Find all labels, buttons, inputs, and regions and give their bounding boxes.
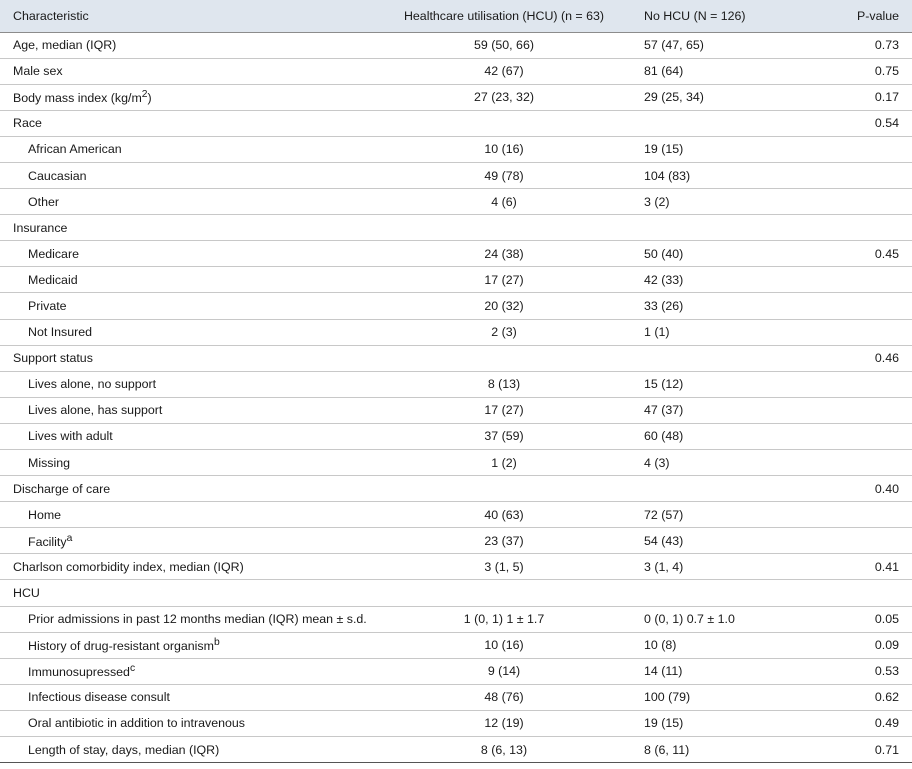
no-hcu-value: 57 (47, 65) [608, 32, 814, 58]
row-label: Lives alone, no support [0, 371, 400, 397]
p-value [814, 423, 912, 449]
table-row [0, 606, 912, 632]
p-value: 0.09 [814, 632, 912, 658]
hcu-value: 12 (19) [400, 710, 608, 736]
no-hcu-value [608, 345, 814, 371]
no-hcu-value: 29 (25, 34) [608, 84, 814, 110]
no-hcu-value: 14 (11) [608, 658, 814, 684]
row-label: HCU [0, 580, 400, 606]
hcu-value: 9 (14) [400, 658, 608, 684]
row-label: Home [0, 502, 400, 528]
table-row [0, 554, 912, 580]
table-row [0, 84, 912, 110]
p-value [814, 580, 912, 606]
table-row [0, 450, 912, 476]
hcu-value: 59 (50, 66) [400, 32, 608, 58]
table-row [0, 737, 912, 763]
p-value [814, 450, 912, 476]
hcu-value [400, 345, 608, 371]
p-value [814, 502, 912, 528]
hcu-value: 24 (38) [400, 241, 608, 267]
row-label: Oral antibiotic in addition to intravenous [0, 710, 400, 736]
no-hcu-value [608, 580, 814, 606]
table-row [0, 58, 912, 84]
row-label: Missing [0, 450, 400, 476]
hcu-value: 1 (2) [400, 450, 608, 476]
no-hcu-value: 60 (48) [608, 423, 814, 449]
hcu-value: 10 (16) [400, 136, 608, 162]
p-value: 0.05 [814, 606, 912, 632]
row-label: Medicaid [0, 267, 400, 293]
no-hcu-value: 47 (37) [608, 397, 814, 423]
p-value: 0.46 [814, 345, 912, 371]
hcu-value: 2 (3) [400, 319, 608, 345]
no-hcu-value: 42 (33) [608, 267, 814, 293]
hcu-value: 40 (63) [400, 502, 608, 528]
row-label: Infectious disease consult [0, 684, 400, 710]
table-row [0, 215, 912, 241]
table-row [0, 32, 912, 58]
row-label: Insurance [0, 215, 400, 241]
hcu-value [400, 215, 608, 241]
p-value: 0.75 [814, 58, 912, 84]
hcu-value: 8 (13) [400, 371, 608, 397]
p-value [814, 528, 912, 554]
row-label: Other [0, 189, 400, 215]
header-characteristic: Characteristic [0, 0, 400, 32]
row-label: Caucasian [0, 162, 400, 188]
p-value: 0.41 [814, 554, 912, 580]
table-row [0, 658, 912, 684]
no-hcu-value: 1 (1) [608, 319, 814, 345]
p-value: 0.71 [814, 737, 912, 763]
table-row [0, 580, 912, 606]
row-label: Immunosupressed$^c$ [0, 658, 400, 684]
row-label: African American [0, 136, 400, 162]
no-hcu-value: 4 (3) [608, 450, 814, 476]
hcu-value: 48 (76) [400, 684, 608, 710]
table-row [0, 632, 912, 658]
row-label: Facility$^a$ [0, 528, 400, 554]
table-row [0, 162, 912, 188]
hcu-value: 10 (16) [400, 632, 608, 658]
hcu-value [400, 580, 608, 606]
p-value: 0.49 [814, 710, 912, 736]
hcu-value [400, 476, 608, 502]
no-hcu-value: 10 (8) [608, 632, 814, 658]
table-row [0, 423, 912, 449]
no-hcu-value: 104 (83) [608, 162, 814, 188]
p-value [814, 293, 912, 319]
row-label: Body mass index $(kg/m^2)$ [0, 84, 400, 110]
row-label: Age, median (IQR) [0, 32, 400, 58]
row-label: Race [0, 110, 400, 136]
no-hcu-value: 3 (1, 4) [608, 554, 814, 580]
row-label: Prior admissions in past 12 months median (IQR) mean ± s.d. [0, 606, 400, 632]
no-hcu-value: 15 (12) [608, 371, 814, 397]
hcu-value: 1 (0, 1) 1 ± 1.7 [400, 606, 608, 632]
p-value [814, 371, 912, 397]
p-value: 0.45 [814, 241, 912, 267]
no-hcu-value: 3 (2) [608, 189, 814, 215]
table-row [0, 293, 912, 319]
no-hcu-value [608, 215, 814, 241]
p-value [814, 136, 912, 162]
hcu-value: 42 (67) [400, 58, 608, 84]
hcu-value: 17 (27) [400, 267, 608, 293]
hcu-value: 49 (78) [400, 162, 608, 188]
p-value: 0.17 [814, 84, 912, 110]
hcu-value: 17 (27) [400, 397, 608, 423]
header-p-value: P-value [814, 0, 912, 32]
p-value: 0.54 [814, 110, 912, 136]
p-value: 0.62 [814, 684, 912, 710]
no-hcu-value [608, 110, 814, 136]
row-label: Lives alone, has support [0, 397, 400, 423]
hcu-value: 37 (59) [400, 423, 608, 449]
no-hcu-value: 81 (64) [608, 58, 814, 84]
no-hcu-value: 33 (26) [608, 293, 814, 319]
p-value: 0.73 [814, 32, 912, 58]
hcu-value: 8 (6, 13) [400, 737, 608, 763]
row-label: Male sex [0, 58, 400, 84]
p-value [814, 397, 912, 423]
row-label: Medicare [0, 241, 400, 267]
hcu-value: 23 (37) [400, 528, 608, 554]
table-row [0, 397, 912, 423]
hcu-value: 3 (1, 5) [400, 554, 608, 580]
table-row [0, 241, 912, 267]
header-no-hcu: No HCU (N = 126) [608, 0, 814, 32]
table-row [0, 189, 912, 215]
no-hcu-value: 0 (0, 1) 0.7 ± 1.0 [608, 606, 814, 632]
row-label: Private [0, 293, 400, 319]
no-hcu-value: 54 (43) [608, 528, 814, 554]
table-row [0, 371, 912, 397]
hcu-value: 27 (23, 32) [400, 84, 608, 110]
row-label: Length of stay, days, median (IQR) [0, 737, 400, 763]
no-hcu-value [608, 476, 814, 502]
p-value [814, 215, 912, 241]
row-label: Lives with adult [0, 423, 400, 449]
header-hcu: Healthcare utilisation (HCU) (n = 63) [400, 0, 608, 32]
table-row [0, 684, 912, 710]
table-row [0, 110, 912, 136]
no-hcu-value: 72 (57) [608, 502, 814, 528]
hcu-value: 4 (6) [400, 189, 608, 215]
no-hcu-value: 100 (79) [608, 684, 814, 710]
p-value: 0.40 [814, 476, 912, 502]
no-hcu-value: 19 (15) [608, 710, 814, 736]
row-label: Not Insured [0, 319, 400, 345]
p-value: 0.53 [814, 658, 912, 684]
p-value [814, 189, 912, 215]
p-value [814, 319, 912, 345]
table-row [0, 502, 912, 528]
table-row [0, 710, 912, 736]
table-row [0, 267, 912, 293]
no-hcu-value: 50 (40) [608, 241, 814, 267]
hcu-value [400, 110, 608, 136]
row-label: History of drug-resistant organism$^b$ [0, 632, 400, 658]
no-hcu-value: 8 (6, 11) [608, 737, 814, 763]
header-row [0, 0, 912, 32]
row-label: Support status [0, 345, 400, 371]
table-row [0, 476, 912, 502]
table-row [0, 136, 912, 162]
hcu-value: 20 (32) [400, 293, 608, 319]
row-label: Discharge of care [0, 476, 400, 502]
row-label: Charlson comorbidity index, median (IQR) [0, 554, 400, 580]
no-hcu-value: 19 (15) [608, 136, 814, 162]
table-row [0, 319, 912, 345]
p-value [814, 162, 912, 188]
table-row [0, 345, 912, 371]
p-value [814, 267, 912, 293]
table-row [0, 528, 912, 554]
